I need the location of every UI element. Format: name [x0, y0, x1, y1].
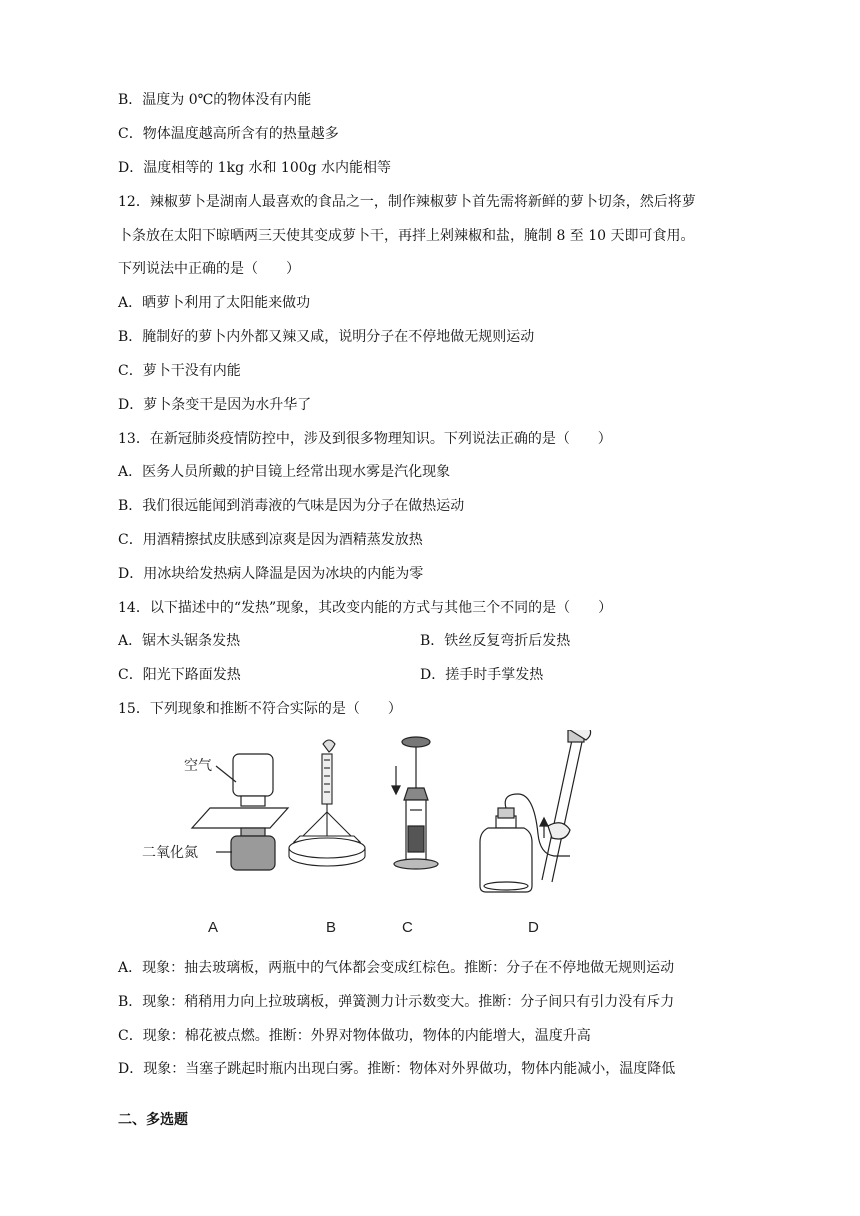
q13-stem: 13．在新冠肺炎疫情防控中，涉及到很多物理知识。下列说法正确的是（ ）	[118, 431, 612, 447]
q13-option-c: C．用酒精擦拭皮肤感到凉爽是因为酒精蒸发放热	[118, 532, 423, 548]
label-air: 空气	[184, 758, 212, 774]
q15-stem: 15．下列现象和推断不符合实际的是（ ）	[118, 701, 402, 717]
q12-option-b: B．腌制好的萝卜内外都又辣又咸，说明分子在不停地做无规则运动	[118, 329, 535, 345]
q15-option-b: B．现象：稍稍用力向上拉玻璃板，弹簧测力计示数变大。推断：分子间只有引力没有斥力	[118, 994, 675, 1010]
q12-option-c: C．萝卜干没有内能	[118, 363, 241, 379]
label-d: D	[528, 919, 539, 936]
q12-option-d: D．萝卜条变干是因为水升华了	[118, 397, 312, 413]
figure-b-spring-scale	[289, 740, 365, 866]
q14-option-a: A．锯木头锯条发热	[118, 633, 241, 649]
label-b: B	[326, 919, 337, 936]
q11-option-c: C．物体温度越高所含有的热量越多	[118, 126, 339, 142]
figure-d-pump-bottle	[480, 730, 591, 892]
q14-option-b: B．铁丝反复弯折后发热	[420, 633, 571, 649]
label-a: A	[208, 919, 219, 936]
label-no2: 二氧化氮	[142, 845, 198, 861]
figure-c-piston	[392, 737, 438, 869]
q14-stem: 14．以下描述中的“发热”现象，其改变内能的方式与其他三个不同的是（ ）	[118, 600, 613, 616]
q12-stem-line3: 下列说法中正确的是（ ）	[118, 261, 300, 277]
q11-option-d: D．温度相等的 1kg 水和 100g 水内能相等	[118, 160, 392, 176]
q12-stem-line2: 卜条放在太阳下晾晒两三天使其变成萝卜干，再拌上剁辣椒和盐，腌制 8 至 10 天即可食用。	[118, 228, 695, 244]
q14-option-d: D．搓手时手掌发热	[420, 667, 544, 683]
label-c: C	[402, 919, 413, 936]
q15-figure	[140, 730, 600, 940]
q12-stem-line1: 12．辣椒萝卜是湖南人最喜欢的食品之一，制作辣椒萝卜首先需将新鲜的萝卜切条，然后将萝	[118, 194, 696, 210]
q13-option-d: D．用冰块给发热病人降温是因为冰块的内能为零	[118, 566, 424, 582]
q13-option-a: A．医务人员所戴的护目镜上经常出现水雾是汽化现象	[118, 464, 451, 480]
q15-option-a: A．现象：抽去玻璃板，两瓶中的气体都会变成红棕色。推断：分子在不停地做无规则运动	[118, 960, 675, 976]
section-heading-multiple-choice: 二、多选题	[118, 1112, 188, 1128]
q12-option-a: A．晒萝卜利用了太阳能来做功	[118, 295, 311, 311]
q14-option-c: C．阳光下路面发热	[118, 667, 241, 683]
q11-option-b: B．温度为 0℃的物体没有内能	[118, 92, 312, 108]
q15-option-d: D．现象：当塞子跳起时瓶内出现白雾。推断：物体对外界做功，物体内能减小，温度降低	[118, 1061, 676, 1077]
q15-option-c: C．现象：棉花被点燃。推断：外界对物体做功，物体的内能增大，温度升高	[118, 1028, 591, 1044]
q13-option-b: B．我们很远能闻到消毒液的气味是因为分子在做热运动	[118, 498, 465, 514]
